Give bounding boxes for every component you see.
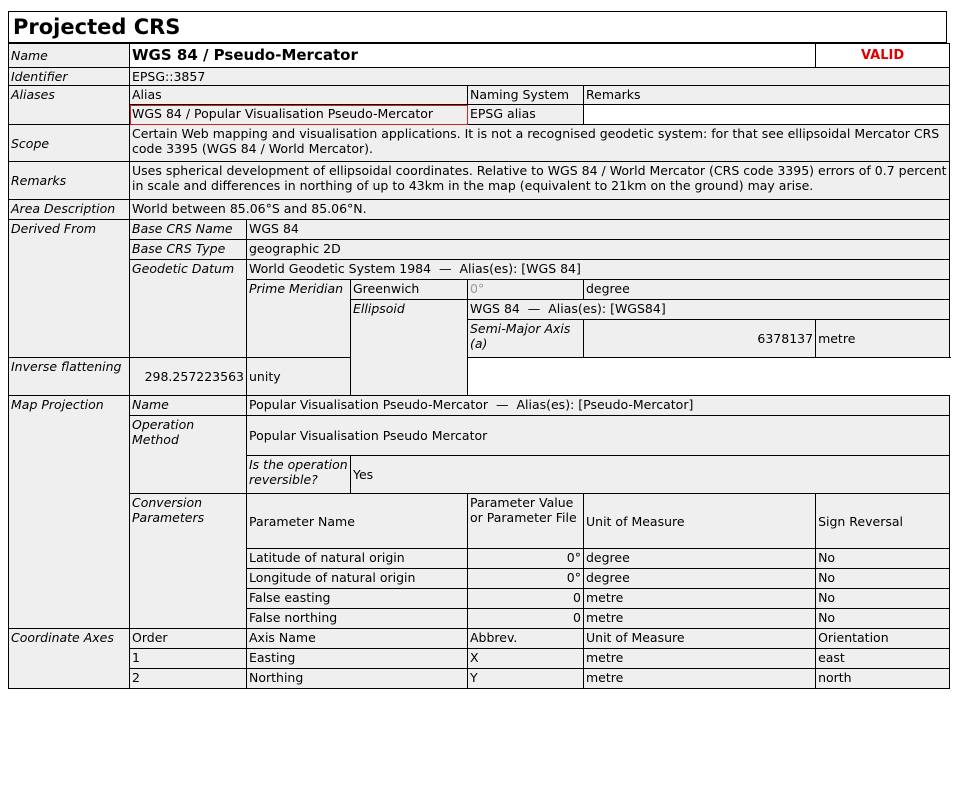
inverse-flattening-row [9,358,950,396]
prime-meridian-label: Prime Meridian [247,280,351,358]
operation-method-value: Popular Visualisation Pseudo Mercator [247,416,950,456]
param-name: Latitude of natural origin [247,549,468,569]
param-value: 0 [468,609,584,629]
operation-method-row [9,416,950,456]
crs-document [8,11,949,689]
base-crs-type: geographic 2D [247,240,950,260]
base-crs-type-label: Base CRS Type [130,240,247,260]
inverse-flattening-label: Inverse flattening [9,358,130,396]
param-unit: degree [584,569,816,589]
datum-value: World Geodetic System 1984 — Alias(es): [WGS 84] [247,260,950,280]
param-sign: No [816,569,950,589]
identifier-row [9,68,950,86]
semi-major-unit: metre [816,320,950,358]
param-sign: No [816,609,950,629]
axis-row [9,669,950,689]
reversible-label: Is the operation reversible? [247,456,351,494]
crs-name: WGS 84 / Pseudo-Mercator [130,44,816,68]
alias-col-header: Alias [130,86,468,105]
semi-major-value: 6378137 [584,320,816,358]
area-row [9,200,950,220]
document-title: Projected CRS [8,11,947,43]
axes-header-row [9,629,950,649]
param-unit: metre [584,609,816,629]
inverse-flattening-unit: unity [247,358,468,396]
axis-orientation-header: Orientation [816,629,950,649]
axis-unit: metre [584,669,816,689]
reversible-value: Yes [351,456,950,494]
aliases-header-row [9,86,950,105]
remarks-col-header: Remarks [584,86,950,105]
axis-unit: metre [584,649,816,669]
base-crs-type-row [9,240,950,260]
alias-remarks [584,105,950,125]
area-label: Area Description [9,200,130,220]
semi-major-label: Semi-Major Axis (a) [468,320,584,358]
param-unit: metre [584,589,816,609]
param-name-header: Parameter Name [247,494,468,549]
param-name: False easting [247,589,468,609]
projection-name-row [9,396,950,416]
base-crs-name-row [9,220,950,240]
scope-text: Certain Web mapping and visualisation applications. It is not a recognised geodetic system: for that see ellipsoidal Mercator CRS code 3395 (WGS 84 / World Mercator). [130,125,950,162]
conversion-header-row [9,494,950,549]
identifier-label: Identifier [9,68,130,86]
projection-name-value: Popular Visualisation Pseudo-Mercator — Alias(es): [Pseudo-Mercator] [247,396,950,416]
axis-abbrev: Y [468,669,584,689]
param-value: 0 [468,589,584,609]
axis-row [9,649,950,669]
param-sign: No [816,589,950,609]
coordinate-axes-label: Coordinate Axes [9,629,130,689]
remarks-text: Uses spherical development of ellipsoidal coordinates. Relative to WGS 84 / World Mercator (CRS code 3395) errors of 0.7 percent in scale and differences in northing of up to 43km in the map (equivalent to 21km on the ground) may arise. [130,162,950,200]
derived-from-label: Derived From [9,220,130,358]
prime-meridian-unit: degree [584,280,950,300]
ellipsoid-label: Ellipsoid [351,300,468,396]
axis-name-header: Axis Name [247,629,468,649]
param-value: 0° [468,569,584,589]
status-badge: VALID [816,44,950,68]
param-unit: degree [584,549,816,569]
naming-system-col-header: Naming System [468,86,584,105]
axis-order-header: Order [130,629,247,649]
scope-label: Scope [9,125,130,162]
alias-naming-system: EPSG alias [468,105,584,125]
axis-unit-header: Unit of Measure [584,629,816,649]
prime-meridian-value: 0° [468,280,584,300]
axis-name: Northing [247,669,468,689]
ellipsoid-value: WGS 84 — Alias(es): [WGS84] [468,300,950,320]
param-value-header: Parameter Value or Parameter File [468,494,584,549]
inverse-flattening-value: 298.257223563 [130,358,247,396]
sign-reversal-header: Sign Reversal [816,494,950,549]
base-crs-name-label: Base CRS Name [130,220,247,240]
param-name: False northing [247,609,468,629]
param-name: Longitude of natural origin [247,569,468,589]
prime-meridian-name: Greenwich [351,280,468,300]
remarks-label: Remarks [9,162,130,200]
aliases-label: Aliases [9,86,130,125]
projection-name-label: Name [130,396,247,416]
identifier-value: EPSG::3857 [130,68,950,86]
axis-order: 1 [130,649,247,669]
conversion-params-label: Conversion Parameters [130,494,247,629]
axis-abbrev-header: Abbrev. [468,629,584,649]
datum-row [9,260,950,280]
name-row [9,44,950,68]
datum-label: Geodetic Datum [130,260,247,358]
axis-orientation: east [816,649,950,669]
map-projection-label: Map Projection [9,396,130,629]
param-value: 0° [468,549,584,569]
area-text: World between 85.06°S and 85.06°N. [130,200,950,220]
base-crs-name: WGS 84 [247,220,950,240]
crs-table [8,43,950,689]
axis-abbrev: X [468,649,584,669]
scope-row [9,125,950,162]
axis-name: Easting [247,649,468,669]
axis-order: 2 [130,669,247,689]
param-unit-header: Unit of Measure [584,494,816,549]
operation-method-label: Operation Method [130,416,247,494]
axis-orientation: north [816,669,950,689]
alias-value: WGS 84 / Popular Visualisation Pseudo-Mercator [130,105,468,125]
name-label: Name [9,44,130,68]
alias-row [9,105,950,125]
remarks-row [9,162,950,200]
param-sign: No [816,549,950,569]
